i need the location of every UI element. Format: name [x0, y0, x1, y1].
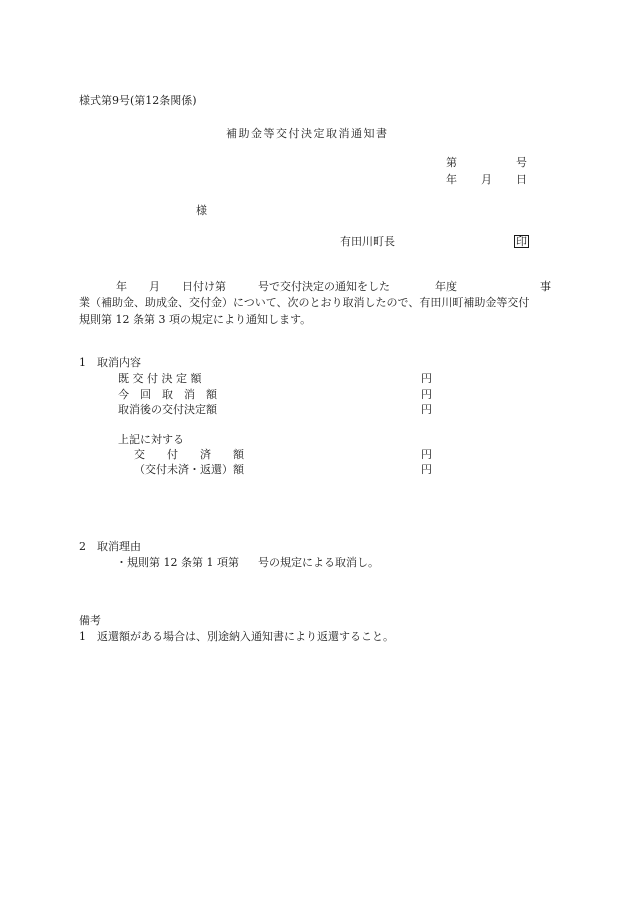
- body-line-3: 規則第 12 条第 3 項の規定により通知します。: [79, 313, 312, 326]
- item-label: 今 回 取 消 額: [118, 388, 217, 401]
- body-ji: 事: [540, 280, 551, 293]
- date-month: 月: [481, 173, 492, 186]
- date-day: 日: [516, 173, 527, 186]
- item-label: 既 交 付 決 定 額: [118, 372, 202, 385]
- body-go-notice: 号で交付決定の通知をした: [258, 280, 390, 293]
- sub-heading: 上記に対する: [118, 433, 184, 446]
- note-item: 1 返還額がある場合は、別途納入通知書により返還すること。: [79, 630, 394, 643]
- document-title: 補助金等交付決定取消通知書: [226, 127, 389, 140]
- reason-suffix: 号の規定による取消し。: [258, 556, 379, 569]
- notes-heading: 備考: [79, 614, 101, 627]
- doc-number-dai: 第: [446, 156, 457, 169]
- item-label: 取消後の交付決定額: [118, 403, 217, 416]
- body-month: 月: [149, 280, 160, 293]
- body-year: 年: [116, 280, 127, 293]
- item-unit: 円: [421, 403, 432, 416]
- sub-item-label: （交付未済・返還）額: [134, 463, 244, 476]
- form-number: 様式第9号(第12条関係): [79, 94, 197, 107]
- addressee-suffix: 様: [196, 204, 207, 217]
- sub-item-unit: 円: [421, 463, 432, 476]
- seal-mark: 印: [516, 235, 527, 248]
- date-year: 年: [446, 173, 457, 186]
- body-line-2: 業（補助金、助成金、交付金）について、次のとおり取消したので、有田川町補助金等交付: [79, 296, 530, 309]
- body-fiscal-year: 年度: [435, 280, 457, 293]
- sub-item-label: 交 付 済 額: [134, 448, 244, 461]
- sub-item-unit: 円: [421, 448, 432, 461]
- doc-number-go: 号: [516, 156, 527, 169]
- reason-prefix: ・規則第 12 条第 1 項第: [116, 556, 239, 569]
- sender-name: 有田川町長: [340, 235, 395, 248]
- section1-heading: 1 取消内容: [79, 356, 141, 369]
- section2-heading: 2 取消理由: [79, 540, 141, 553]
- item-unit: 円: [421, 372, 432, 385]
- body-day-dai: 日付け第: [182, 280, 226, 293]
- item-unit: 円: [421, 388, 432, 401]
